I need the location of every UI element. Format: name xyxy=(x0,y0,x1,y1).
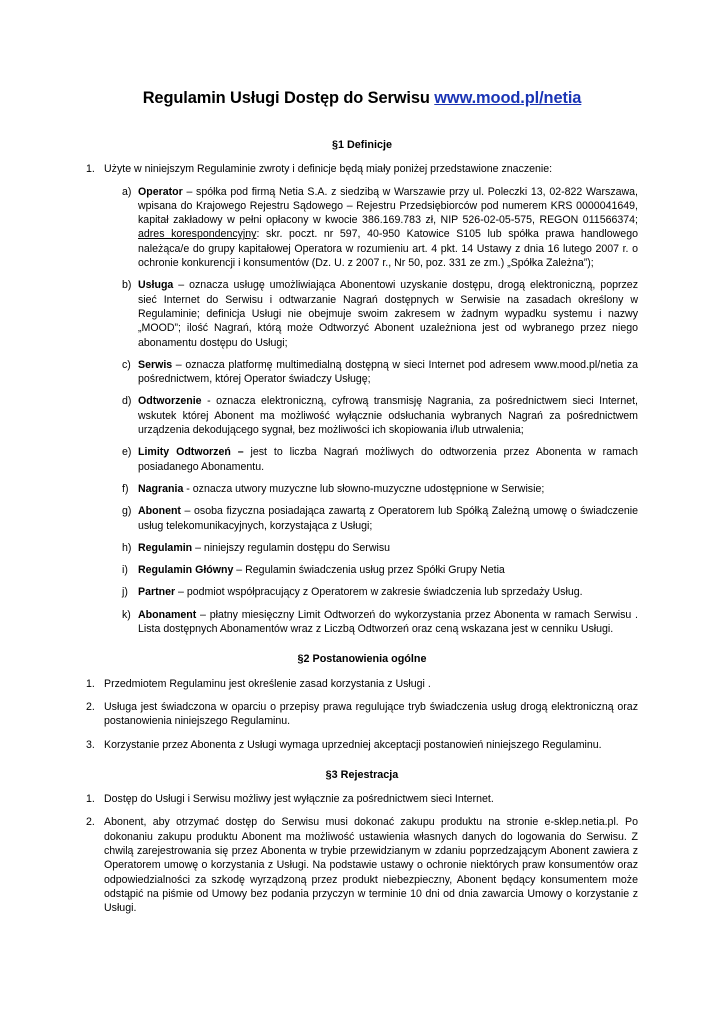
definition-term: Limity Odtworzeń – xyxy=(138,446,244,459)
definition-letter: k) xyxy=(122,608,131,621)
section-3-heading: §3 Rejestracja xyxy=(325,768,399,781)
definition-letter: f) xyxy=(122,482,129,495)
item-text: Dostęp do Usługi i Serwisu możliwy jest wyłącznie za pośrednictwem sieci Internet. xyxy=(104,793,494,806)
title-link[interactable]: www.mood.pl/netia xyxy=(434,89,582,107)
list-item xyxy=(86,700,638,729)
section-3 xyxy=(86,768,638,916)
definition-text: – płatny miesięczny Limit Odtworzeń do wykorzystania przez Abonenta w ramach Serwisu . Lista dostępnych Abonamentów wraz z Liczbą Odtworzeń oraz ceną wskazana jest w cenniku Usługi. xyxy=(138,608,638,636)
definition-letter: i) xyxy=(122,564,128,577)
definition-usluga xyxy=(104,278,638,349)
definition-text: – niniejszy regulamin dostępu do Serwisu xyxy=(192,541,391,554)
definition-letter: j) xyxy=(122,586,128,599)
definition-nagrania xyxy=(104,482,638,496)
definition-letter: b) xyxy=(122,279,132,292)
item-text: Usługa jest świadczona w oparciu o przepisy prawa regulujące tryb świadczenia usług drogą elektroniczną oraz postanowienia niniejszego Regulaminu. xyxy=(104,700,638,728)
section-2-list xyxy=(86,677,638,752)
section-2-heading: §2 Postanowienia ogólne xyxy=(297,653,427,666)
definition-letter: a) xyxy=(122,185,132,198)
list-item xyxy=(86,677,638,691)
definition-text: – oznacza platformę multimedialną dostępną w sieci Internet pod adresem www.mood.pl/netia za pośrednictwem, której Operator świadczy Usługę; xyxy=(138,358,638,386)
definitions-list xyxy=(104,185,638,637)
definition-letter: c) xyxy=(122,358,131,371)
definition-term: Abonent xyxy=(138,505,181,518)
definition-abonent xyxy=(104,504,638,533)
definition-text: - oznacza utwory muzyczne lub słowno-muzyczne udostępnione w Serwisie; xyxy=(183,482,545,495)
definition-operator xyxy=(104,185,638,271)
item-number: 2. xyxy=(86,816,95,829)
definition-odtworzenie xyxy=(104,394,638,437)
definition-text: – spółka pod firmą Netia S.A. z siedzibą w Warszawie przy ul. Poleczki 13, 02-822 Warszawa, wpisana do Krajowego Rejestru Sądowego – Rejestru Przedsiębiorców pod numerem KRS 0000041649, kapitał zakładowy w pełni opłacony w kwocie 386.169.783 zł, NIP 526-02-05-575, REGON 011566374; xyxy=(138,185,638,227)
definition-term: Abonament xyxy=(138,608,197,621)
item-number: 3. xyxy=(86,738,95,751)
item-number: 1. xyxy=(86,163,95,176)
definition-limity xyxy=(104,445,638,474)
definition-letter: e) xyxy=(122,446,132,459)
item-text: Przedmiotem Regulaminu jest określenie zasad korzystania z Usługi . xyxy=(104,677,431,690)
section-3-list xyxy=(86,792,638,915)
definition-regulamin xyxy=(104,541,638,555)
definition-term: Odtworzenie xyxy=(138,395,202,408)
section-1-list xyxy=(86,162,638,636)
definition-text: – podmiot współpracujący z Operatorem w zakresie świadczenia lub sprzedaży Usług. xyxy=(175,586,583,599)
definition-text: – osoba fizyczna posiadająca zawartą z Operatorem lub Spółką Zależną umowę o świadczenie usług telekomunikacyjnych, korzystająca z Usługi; xyxy=(138,505,638,532)
item-number: 1. xyxy=(86,677,95,690)
definition-serwis xyxy=(104,358,638,387)
item-text: Korzystanie przez Abonenta z Usługi wymaga uprzedniej akceptacji postanowień niniejszego Regulaminu. xyxy=(104,738,602,751)
definition-term: Regulamin xyxy=(138,541,193,554)
definition-term: Regulamin Główny xyxy=(138,564,234,577)
definition-letter: d) xyxy=(122,395,132,408)
list-item xyxy=(86,738,638,752)
definition-regulamin-glowny xyxy=(104,563,638,577)
definition-term: Usługa xyxy=(138,279,174,292)
definition-text-cont: : skr. poczt. nr 597, 40-950 Katowice S105 lub spółka prawa handlowego należąca/e do grupy kapitałowej Operatora w rozumieniu art. 4 pkt. 14 Ustawy z dnia 16 lutego 2007 r. o ochronie konkurencji i konsumentów (Dz. U. z 2007 r., Nr 50, poz. 331 ze zm.) „Spółka Zależna”); xyxy=(138,228,638,270)
definition-text: – Regulamin świadczenia usług przez Spółki Grupy Netia xyxy=(233,564,505,577)
item-text: Użyte w niniejszym Regulaminie zwroty i definicje będą miały poniżej przedstawione znaczenie: xyxy=(104,163,553,176)
definition-abonament xyxy=(104,608,638,637)
item-number: 1. xyxy=(86,793,95,806)
definition-term: Serwis xyxy=(138,358,173,371)
section-2 xyxy=(86,652,638,751)
definition-text: jest to liczba Nagrań możliwych do odtworzenia przez Abonenta w ramach posiadanego Abonamentu. xyxy=(138,446,638,473)
section-1-heading: §1 Definicje xyxy=(331,139,392,151)
list-item xyxy=(86,815,638,915)
definition-underlined: adres korespondencyjny xyxy=(138,228,257,241)
item-text: Abonent, aby otrzymać dostęp do Serwisu musi dokonać zakupu produktu na stronie e-sklep.netia.pl. Po dokonaniu zakupu produktu Abonent ma możliwość ustawienia własnych danych do logowania do Serwisu. Z chwilą zarejestrowania się przez Abonenta w trybie przewidzianym w zdaniu poprzedzającym Abonent zawiera z Operatorem umowę o korzystania z Usługi. Na podstawie ustawy o ochronie niektórych praw konsumentów oraz odpowiedzialności za szkodę wyrządzoną przez produkt niebezpieczny, Abonent będący konsumentem może odstąpić na piśmie od Umowy bez podania przyczyn w terminie 10 dni od dnia zawarcia Umowy o korzystanie z Usługi. xyxy=(104,816,638,915)
definition-letter: g) xyxy=(122,505,132,518)
page-title xyxy=(86,88,638,108)
definition-term: Operator xyxy=(138,185,183,198)
list-item xyxy=(86,792,638,806)
definition-term: Partner xyxy=(138,586,176,599)
item-number: 2. xyxy=(86,700,95,713)
title-text: Regulamin Usługi Dostęp do Serwisu xyxy=(142,89,435,107)
section-1-item-1 xyxy=(86,162,638,636)
definition-partner xyxy=(104,585,638,599)
definition-text: – oznacza usługę umożliwiająca Abonentowi uzyskanie dostępu, drogą elektroniczną, poprzez sieć Internet do Serwisu i odtwarzanie Nagrań dostępnych w Serwisie na zasadach określony w Regulaminie; definicja Usługi nie obejmuje swoim zakresem w żadnym wypadku systemu i nazwy „MOOD”; ilość Nagrań, którą może Odtworzyć Abonent uzależniona jest od wybranego przez niego abonamentu dostępu do Usługi; xyxy=(138,279,638,349)
definition-letter: h) xyxy=(122,541,132,554)
definition-text: - oznacza elektroniczną, cyfrową transmisję Nagrania, za pośrednictwem sieci Internet, wskutek której Abonent ma możliwość wyłącznie odsłuchania wybranych Nagrań za pośrednictwem urządzenia dekodującego sygnał, bez możliwości ich skopiowania i/lub utrwalenia; xyxy=(138,395,638,437)
definition-term: Nagrania xyxy=(138,482,184,495)
